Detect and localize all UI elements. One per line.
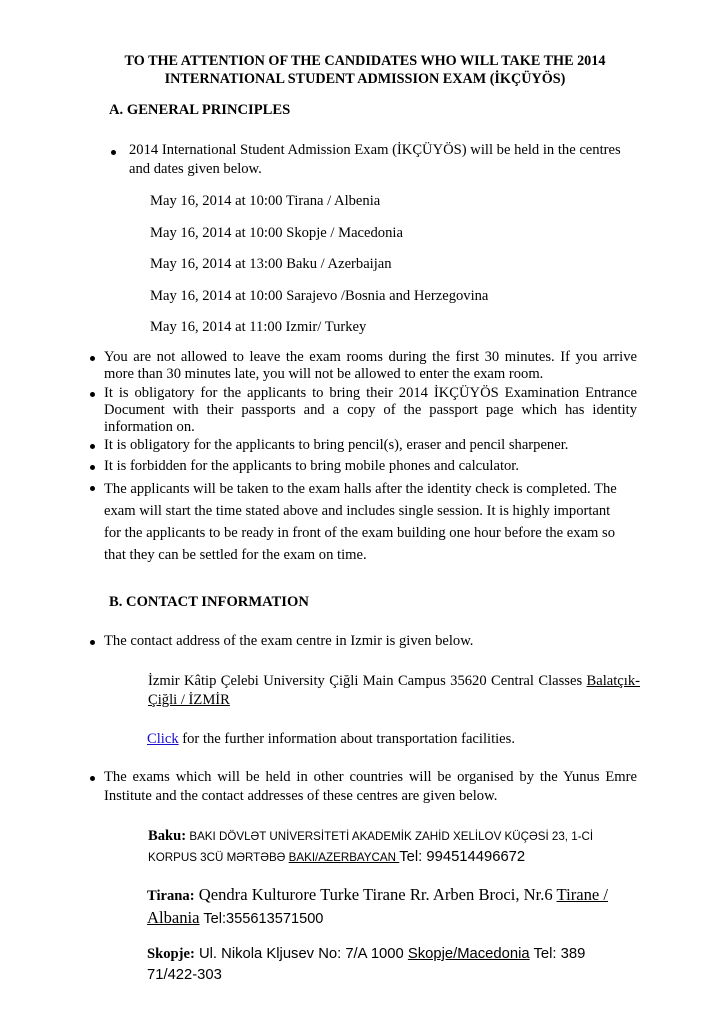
bullet-icon	[90, 392, 95, 397]
centre-skopje: Skopje: Ul. Nikola Kljusev No: 7/A 1000 Skopje/Macedonia Tel: 389 71/422-303	[147, 946, 586, 983]
schedule-item: May 16, 2014 at 11:00 Izmir/ Turkey	[150, 319, 367, 335]
schedule-item: May 16, 2014 at 10:00 Sarajevo /Bosnia and Herzegovina	[150, 288, 489, 304]
rule-item: It is forbidden for the applicants to bring mobile phones and calculator.	[104, 458, 520, 474]
bullet-icon	[90, 486, 95, 491]
rule-item: The applicants will be taken to the exam halls after the identity check is completed. The exam will start the time stated above and includes single session. It is highly important for the applicants to be ready in front of the exam building one hour before the exam so that they can be settled for the exam on time.	[104, 481, 617, 563]
rule-item: It is obligatory for the applicants to bring pencil(s), eraser and pencil sharpener.	[104, 437, 569, 453]
rule-item: You are not allowed to leave the exam rooms during the first 30 minutes. If you arrive more than 30 minutes late, you will not be allowed to enter the exam room.	[104, 349, 637, 382]
centre-label: Baku:	[148, 828, 187, 844]
section-a-intro: 2014 International Student Admission Exam (İKÇÜYÖS) will be held in the centres and dates given below.	[129, 142, 621, 177]
bullet-icon	[90, 640, 95, 645]
centre-baku: Baku: BAKI DÖVLƏT UNİVERSİTETİ AKADEMİK ZAHİD XELİLOV KÜÇƏSİ 23, 1-Cİ KORPUS 3CÜ MƏRTƏBƏ BAKI/AZERBAYCAN Tel: 994514496672	[148, 828, 594, 865]
centre-tirana: Tirana: Qendra Kulturore Turke Tirane Rr. Arben Broci, Nr.6 Tirane / Albania Tel:355613571500	[147, 885, 609, 927]
bullet-icon	[111, 150, 116, 155]
schedule-item: May 16, 2014 at 10:00 Tirana / Albenia	[150, 193, 381, 209]
transport-info: Click for the further information about transportation facilities.	[147, 731, 515, 747]
bullet-icon	[90, 465, 95, 470]
other-centres-intro: The exams which will be held in other countries will be organised by the Yunus Emre Institute and the contact addresses of these centres are given below.	[104, 769, 637, 804]
title-line-2: INTERNATIONAL STUDENT ADMISSION EXAM (İKÇÜYÖS)	[164, 71, 566, 87]
izmir-intro: The contact address of the exam centre in Izmir is given below.	[104, 633, 474, 649]
click-link[interactable]: Click	[147, 731, 179, 747]
centre-label: Skopje:	[147, 946, 195, 962]
izmir-address: İzmir Kâtip Çelebi University Çiğli Main Campus 35620 Central Classes Balatçık-Çiğli / İZMİR	[148, 673, 640, 708]
schedule-item: May 16, 2014 at 10:00 Skopje / Macedonia	[150, 225, 403, 241]
rule-item: It is obligatory for the applicants to bring their 2014 İKÇÜYÖS Examination Entrance Document with their passports and a copy of the passport page which has identity information on.	[104, 385, 637, 435]
bullet-icon	[90, 776, 95, 781]
section-a-heading: A. GENERAL PRINCIPLES	[109, 102, 291, 118]
centre-label: Tirana:	[147, 888, 195, 904]
title-line-1: TO THE ATTENTION OF THE CANDIDATES WHO WILL TAKE THE 2014	[124, 53, 606, 69]
bullet-icon	[90, 356, 95, 361]
section-b-heading: B. CONTACT INFORMATION	[109, 594, 309, 610]
document-title	[100, 52, 630, 88]
izmir-address-city: Balatçık-Çiğli / İZMİR	[148, 673, 640, 708]
bullet-icon	[90, 444, 95, 449]
schedule-item: May 16, 2014 at 13:00 Baku / Azerbaijan	[150, 256, 392, 272]
